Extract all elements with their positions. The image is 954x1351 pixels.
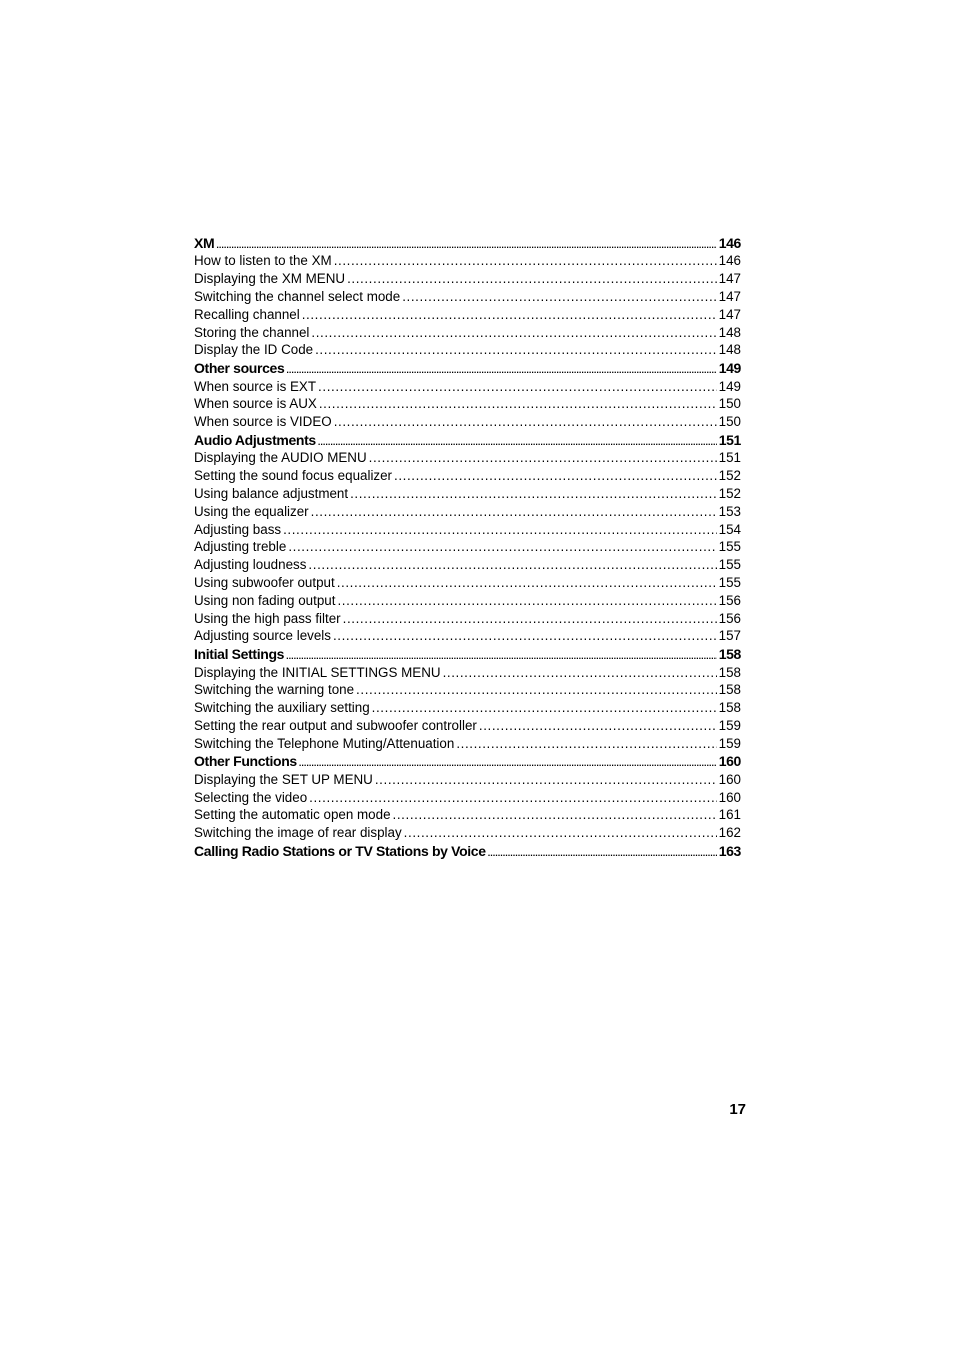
dot-leader — [318, 378, 717, 396]
toc-entry-title: Adjusting source levels — [194, 628, 331, 644]
toc-entry — [194, 395, 741, 413]
dot-leader — [288, 538, 716, 556]
toc-entry-page: 155 — [718, 539, 741, 555]
dot-leader — [443, 664, 717, 682]
toc-entry-page: 158 — [718, 700, 741, 716]
toc-entry-page: 162 — [718, 825, 741, 841]
toc-entry-page: 160 — [718, 789, 741, 805]
toc-entry — [194, 521, 741, 539]
toc-entry — [194, 467, 741, 485]
toc-entry-page: 149 — [718, 378, 741, 394]
toc-entry-title: Switching the warning tone — [194, 682, 355, 698]
dot-leader — [350, 485, 717, 503]
dot-leader — [286, 359, 716, 379]
dot-leader — [286, 645, 717, 665]
dot-leader — [479, 717, 717, 735]
toc-entry-page: 156 — [718, 610, 741, 626]
toc-entry-page: 160 — [718, 771, 741, 787]
toc-entry-title: How to listen to the XM — [194, 253, 332, 269]
toc-entry — [194, 324, 741, 342]
toc-entry — [194, 664, 741, 682]
toc-entry-title: Audio Adjustments — [194, 431, 316, 448]
toc-entry-title: Initial Settings — [194, 646, 285, 663]
toc-entry-title: Adjusting bass — [194, 521, 282, 537]
toc-entry-page: 146 — [718, 235, 741, 251]
dot-leader — [308, 556, 716, 574]
toc-entry-title: Calling Radio Stations or TV Stations by Voice — [194, 843, 486, 860]
toc-entry — [194, 378, 741, 396]
toc-entry-page: 158 — [718, 664, 741, 680]
toc-entry-title: Adjusting loudness — [194, 557, 307, 573]
toc-entry-title: Switching the Telephone Muting/Attenuation — [194, 735, 455, 751]
dot-leader — [311, 324, 716, 342]
toc-entry-page: 147 — [718, 288, 741, 304]
dot-leader — [315, 341, 717, 359]
toc-entry-title: Using non fading output — [194, 592, 336, 608]
toc-entry-page: 153 — [718, 503, 741, 519]
toc-entry-page: 146 — [718, 253, 741, 269]
toc-entry — [194, 270, 741, 288]
dot-leader — [369, 449, 717, 467]
toc-entry-page: 152 — [718, 468, 741, 484]
toc-entry-title: When source is VIDEO — [194, 414, 332, 430]
dot-leader — [302, 306, 717, 324]
toc-entry — [194, 413, 741, 431]
toc-entry-page: 163 — [718, 843, 741, 860]
toc-section-heading — [194, 431, 741, 449]
toc-entry — [194, 252, 741, 270]
toc-entry-page: 161 — [718, 807, 741, 823]
toc-entry-page: 158 — [718, 646, 741, 663]
dot-leader — [343, 610, 717, 628]
toc-entry-page: 148 — [718, 342, 741, 358]
toc-entry — [194, 717, 741, 735]
dot-leader — [309, 789, 717, 807]
toc-entry-page: 156 — [718, 592, 741, 608]
toc-entry-title: Setting the automatic open mode — [194, 807, 391, 823]
dot-leader — [334, 252, 717, 270]
dot-leader — [488, 842, 717, 862]
dot-leader — [372, 699, 717, 717]
toc-entry-title: Switching the channel select mode — [194, 288, 401, 304]
toc-entry-title: Displaying the XM MENU — [194, 271, 346, 287]
toc-entry — [194, 806, 741, 824]
toc-entry-title: Using subwoofer output — [194, 574, 335, 590]
toc-entry-title: Other Functions — [194, 753, 297, 770]
toc-entry-page: 155 — [718, 557, 741, 573]
toc-entry — [194, 681, 741, 699]
page-number: 17 — [729, 1101, 746, 1118]
toc-entry-title: Setting the sound focus equalizer — [194, 468, 393, 484]
toc-entry-title: Switching the auxiliary setting — [194, 700, 370, 716]
toc-entry-page: 157 — [718, 628, 741, 644]
toc-section-heading — [194, 842, 741, 860]
toc-entry-title: Adjusting treble — [194, 539, 287, 555]
dot-leader — [347, 270, 717, 288]
toc-entry-title: Other sources — [194, 360, 285, 377]
dot-leader — [394, 467, 717, 485]
dot-leader — [319, 395, 717, 413]
toc-entry-title: When source is AUX — [194, 396, 317, 412]
dot-leader — [283, 521, 717, 539]
toc-entry-page: 148 — [718, 324, 741, 340]
toc-entry — [194, 789, 741, 807]
toc-entry-page: 151 — [718, 450, 741, 466]
dot-leader — [311, 503, 717, 521]
toc-entry-title: Using balance adjustment — [194, 485, 349, 501]
dot-leader — [356, 681, 717, 699]
toc-entry — [194, 538, 741, 556]
dot-leader — [216, 234, 716, 254]
toc-entry-page: 147 — [718, 306, 741, 322]
toc-entry-page: 159 — [718, 735, 741, 751]
dot-leader — [337, 574, 717, 592]
toc-entry-title: Recalling channel — [194, 306, 300, 322]
toc-entry — [194, 503, 741, 521]
toc-entry-page: 152 — [718, 485, 741, 501]
toc-entry-page: 159 — [718, 717, 741, 733]
toc-entry-title: Storing the channel — [194, 324, 310, 340]
toc-entry-page: 160 — [718, 753, 741, 770]
toc-entry-page: 154 — [718, 521, 741, 537]
dot-leader — [334, 413, 717, 431]
toc-entry — [194, 824, 741, 842]
toc-entry — [194, 574, 741, 592]
toc-entry-page: 149 — [718, 360, 741, 377]
toc-entry — [194, 449, 741, 467]
toc-entry-title: Displaying the AUDIO MENU — [194, 450, 367, 466]
dot-leader — [299, 752, 717, 772]
toc-entry — [194, 592, 741, 610]
table-of-contents — [194, 234, 741, 860]
toc-entry-title: Selecting the video — [194, 789, 308, 805]
toc-entry-title: Switching the image of rear display — [194, 825, 402, 841]
toc-entry — [194, 556, 741, 574]
dot-leader — [318, 431, 717, 451]
toc-entry-page: 155 — [718, 574, 741, 590]
dot-leader — [393, 806, 717, 824]
toc-entry — [194, 341, 741, 359]
toc-entry — [194, 771, 741, 789]
toc-entry-title: XM — [194, 235, 215, 251]
toc-entry-title: Displaying the INITIAL SETTINGS MENU — [194, 664, 441, 680]
dot-leader — [337, 592, 716, 610]
toc-entry — [194, 288, 741, 306]
dot-leader — [402, 288, 716, 306]
dot-leader — [404, 824, 717, 842]
dot-leader — [375, 771, 717, 789]
dot-leader — [333, 627, 717, 645]
toc-entry-page: 150 — [718, 414, 741, 430]
toc-entry-page: 150 — [718, 396, 741, 412]
toc-section-heading — [194, 645, 741, 663]
toc-entry — [194, 610, 741, 628]
toc-entry-page: 158 — [718, 682, 741, 698]
toc-entry-title: Display the ID Code — [194, 342, 314, 358]
toc-entry-title: Setting the rear output and subwoofer controller — [194, 717, 477, 733]
toc-entry — [194, 485, 741, 503]
toc-entry-title: Using the equalizer — [194, 503, 309, 519]
toc-entry-title: Using the high pass filter — [194, 610, 341, 626]
toc-entry-title: When source is EXT — [194, 378, 317, 394]
toc-entry — [194, 306, 741, 324]
toc-entry — [194, 699, 741, 717]
toc-section-heading — [194, 359, 741, 377]
toc-entry-title: Displaying the SET UP MENU — [194, 771, 373, 787]
toc-entry-page: 151 — [718, 431, 741, 448]
toc-entry-page: 147 — [718, 271, 741, 287]
toc-section-heading — [194, 234, 741, 252]
toc-section-heading — [194, 752, 741, 770]
dot-leader — [456, 735, 716, 753]
toc-entry — [194, 735, 741, 753]
toc-entry — [194, 627, 741, 645]
